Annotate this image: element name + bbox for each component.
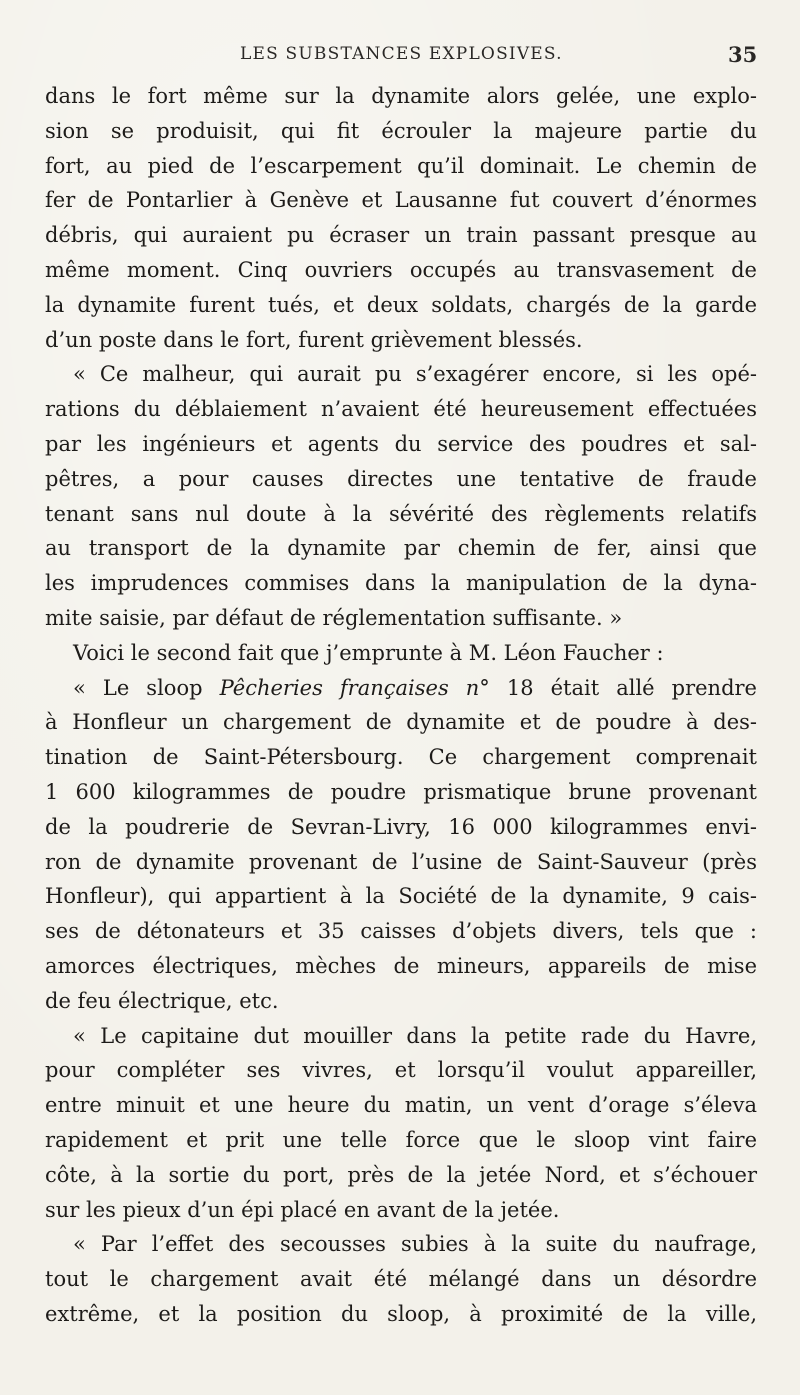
- text-span: « Le sloop: [73, 675, 220, 700]
- text-line: 1 600 kilogrammes de poudre prismatique brune provenant: [45, 779, 757, 804]
- paragraph-start-line: « Ce malheur, qui aurait pu s’exagérer encore, si les opé-: [73, 362, 757, 387]
- text-line: rations du déblaiement n’avaient été heureusement effectuées: [45, 397, 757, 422]
- text-line: ron de dynamite provenant de l’usine de Saint-Sauveur (près: [45, 849, 757, 874]
- text-line: sion se produisit, qui fit écrouler la majeure partie du: [45, 118, 757, 143]
- paragraph-start-line: « Par l’effet des secousses subies à la suite du naufrage,: [73, 1232, 757, 1257]
- body-text: [45, 79, 757, 1332]
- text-line: Honfleur), qui appartient à la Société de la dynamite, 9 cais-: [45, 884, 757, 909]
- text-line: de feu électrique, etc.: [45, 988, 279, 1013]
- paragraph-start-line: [45, 671, 757, 706]
- paragraph-start-line: Voici le second fait que j’emprunte à M. Léon Faucher :: [73, 640, 664, 665]
- ship-name: Pêcheries françaises n°: [219, 675, 490, 700]
- text-line: sur les pieux d’un épi placé en avant de la jetée.: [45, 1197, 560, 1222]
- text-line: tout le chargement avait été mélangé dans un désordre: [45, 1267, 757, 1292]
- text-line: rapidement et prit une telle force que le sloop vint faire: [45, 1127, 757, 1152]
- text-line: d’un poste dans le fort, furent grièvement blessés.: [45, 327, 583, 352]
- page-number: 35: [728, 42, 758, 67]
- text-line: dans le fort même sur la dynamite alors gelée, une explo-: [45, 84, 757, 108]
- text-line: de la poudrerie de Sevran-Livry, 16 000 kilogrammes envi-: [45, 814, 757, 839]
- text-line: fort, au pied de l’escarpement qu’il dominait. Le chemin de: [45, 153, 757, 178]
- text-line: pour compléter ses vivres, et lorsqu’il voulut appareiller,: [45, 1058, 757, 1083]
- running-head: LES SUBSTANCES EXPLOSIVES.: [240, 44, 563, 64]
- text-line: mite saisie, par défaut de réglementation suffisante. »: [45, 605, 623, 630]
- text-line: extrême, et la position du sloop, à proximité de la ville,: [45, 1301, 757, 1326]
- text-line: tenant sans nul doute à la sévérité des règlements relatifs: [45, 501, 757, 526]
- text-line: par les ingénieurs et agents du service des poudres et sal-: [45, 431, 757, 456]
- text-line: tination de Saint-Pétersbourg. Ce chargement comprenait: [45, 745, 757, 770]
- text-line: au transport de la dynamite par chemin de fer, ainsi que: [45, 536, 757, 561]
- text-line: la dynamite furent tués, et deux soldats, chargés de la garde: [45, 292, 757, 317]
- text-line: débris, qui auraient pu écraser un train passant presque au: [45, 223, 757, 248]
- text-line: ses de détonateurs et 35 caisses d’objets divers, tels que :: [45, 919, 757, 944]
- text-line: fer de Pontarlier à Genève et Lausanne fut couvert d’énormes: [45, 188, 757, 213]
- paragraph-start-line: « Le capitaine dut mouiller dans la petite rade du Havre,: [73, 1023, 757, 1048]
- text-line: les imprudences commises dans la manipulation de la dyna-: [45, 571, 757, 596]
- text-line: côte, à la sortie du port, près de la jetée Nord, et s’échouer: [45, 1162, 757, 1187]
- text-line: à Honfleur un chargement de dynamite et de poudre à des-: [45, 710, 757, 735]
- text-line: pêtres, a pour causes directes une tentative de fraude: [45, 466, 757, 491]
- text-line: amorces électriques, mèches de mineurs, appareils de mise: [45, 953, 757, 978]
- text-line: même moment. Cinq ouvriers occupés au transvasement de: [45, 257, 757, 282]
- text-span: 18 était allé prendre: [489, 675, 757, 700]
- text-line: entre minuit et une heure du matin, un vent d’orage s’éleva: [45, 1093, 757, 1118]
